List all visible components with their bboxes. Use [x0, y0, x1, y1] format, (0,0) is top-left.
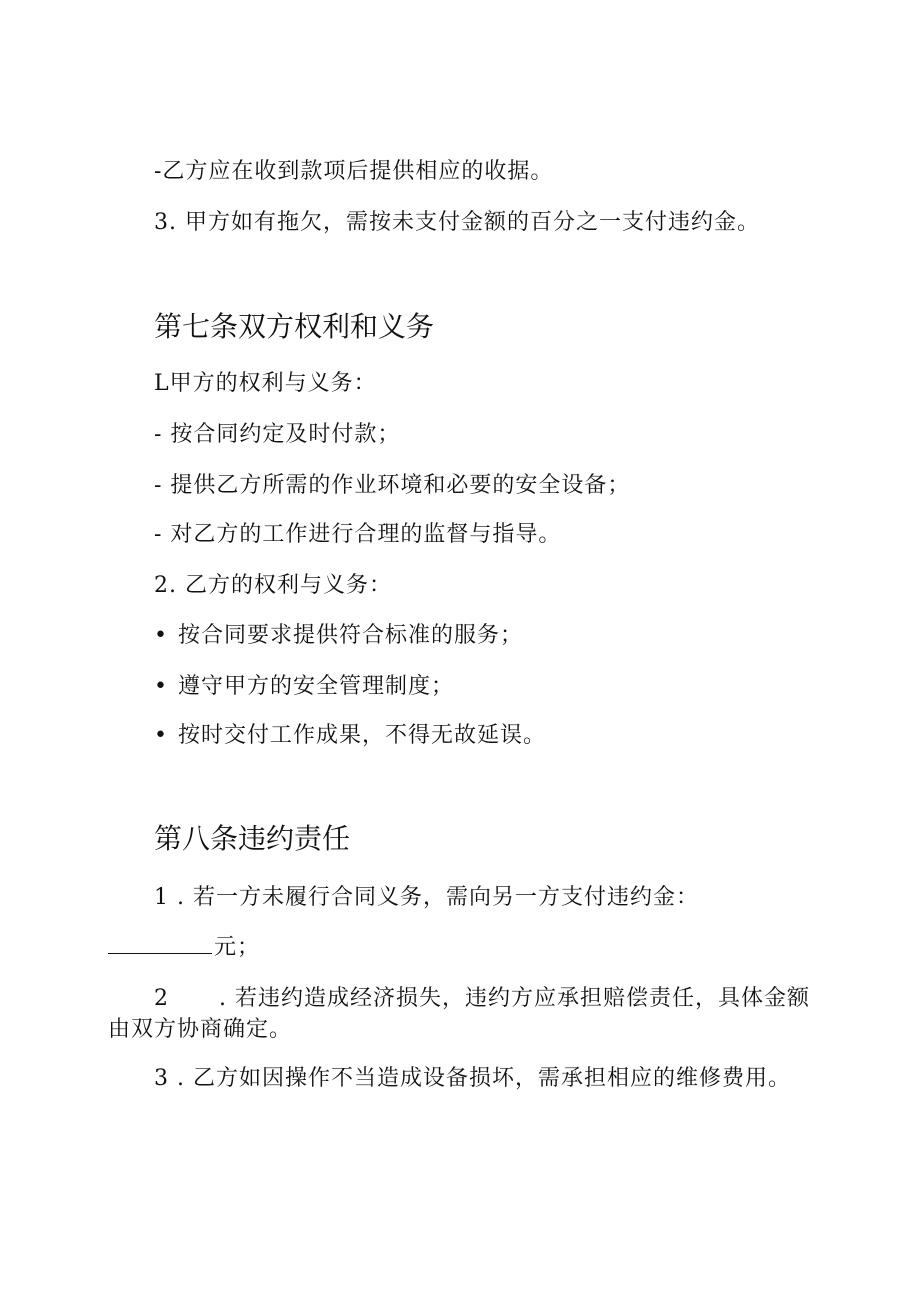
party-b-item-1	[154, 621, 523, 651]
party-a-heading: L甲方的权利与义务：	[154, 371, 377, 396]
bullet-icon: •	[154, 623, 168, 648]
breach-item-2-number: 2	[154, 986, 169, 1011]
party-a-item-3: - 对乙方的工作进行合理的监督与指导。	[154, 522, 562, 547]
bullet-icon: •	[154, 674, 168, 699]
party-b-item-1-text: 按合同要求提供符合标准的服务；	[178, 623, 524, 648]
article-7-title: 第七条双方权利和义务	[154, 310, 435, 343]
party-b-heading: 2. 乙方的权利与义务：	[154, 573, 392, 598]
breach-item-1: 1 . 若一方未履行合同义务，需向另一方支付违约金：	[154, 885, 699, 910]
bullet-icon: •	[154, 723, 168, 748]
party-a-item-2: - 提供乙方所需的作业环境和必要的安全设备；	[154, 473, 631, 498]
party-b-item-2-text: 遵守甲方的安全管理制度；	[178, 674, 455, 699]
amount-blank-line	[108, 933, 212, 954]
late-payment-clause: 3. 甲方如有拖欠，需按未支付金额的百分之一支付违约金。	[154, 210, 760, 235]
party-a-item-1: - 按合同约定及时付款；	[154, 422, 401, 447]
breach-item-2	[154, 984, 810, 1014]
party-b-item-3	[154, 721, 546, 751]
breach-item-2-text: . 若违约造成经济损失，违约方应承担赔偿责任，具体金额	[219, 986, 810, 1011]
breach-item-3: 3 . 乙方如因操作不当造成设备损坏，需承担相应的维修费用。	[154, 1066, 791, 1091]
yuan-unit: 元；	[214, 935, 261, 960]
party-b-item-2	[154, 672, 454, 702]
breach-item-2-continuation: 由双方协商确定。	[108, 1017, 293, 1042]
party-b-item-3-text: 按时交付工作成果，不得无故延误。	[178, 723, 547, 748]
receipt-clause: -乙方应在收到款项后提供相应的收据。	[154, 159, 554, 184]
article-8-title: 第八条违约责任	[154, 822, 351, 855]
breach-item-1-continuation	[108, 933, 260, 963]
